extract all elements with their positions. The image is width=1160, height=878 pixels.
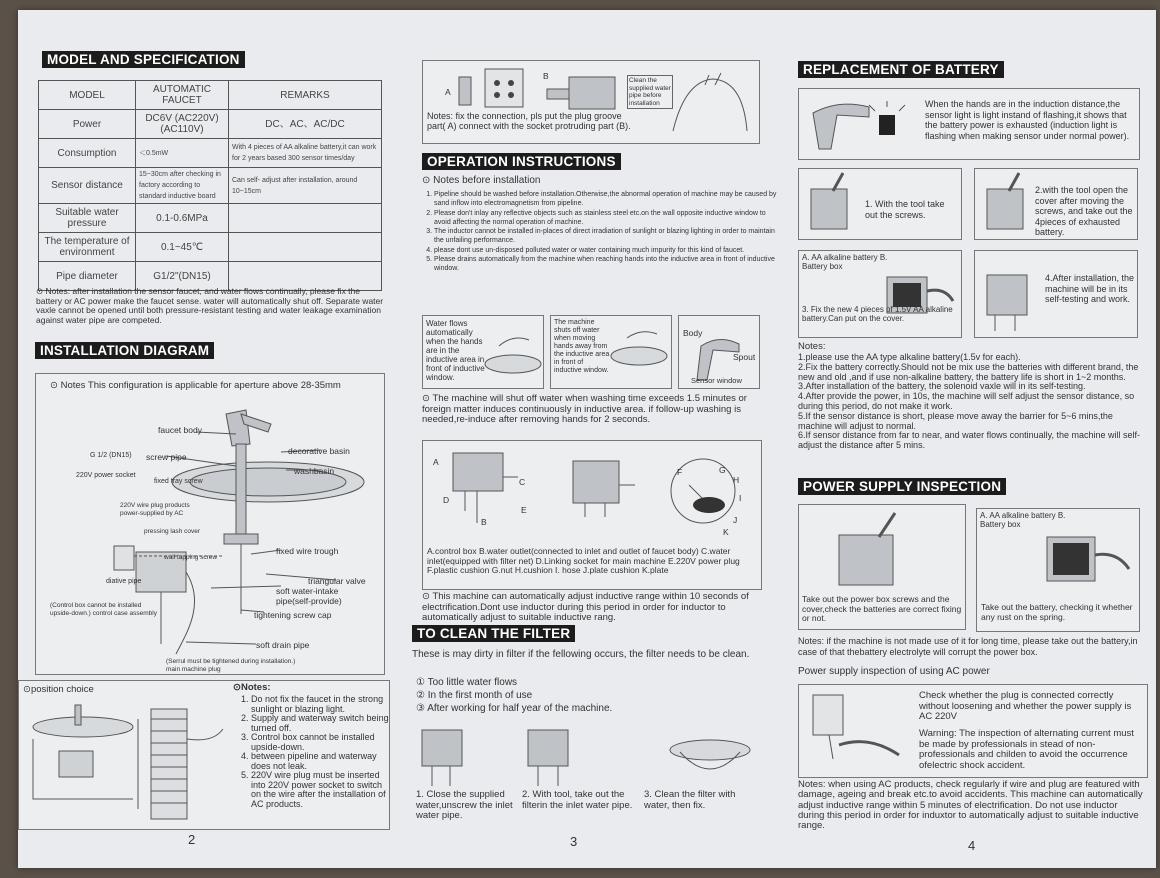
install-title: INSTALLATION DIAGRAM <box>35 342 214 359</box>
parts-legend: A.control box B.water outlet(connected to inlet and outlet of faucet body) C.water inlet(equipped with filter net) D.Linking socket for main machine E.220V power plug F.plastic cushion G.nut H.cushion I. hose J.plate cushion K.plate <box>427 546 740 575</box>
note-circle-icon: ⊙ <box>422 591 433 602</box>
battery-step-3: 3. Fix the new 4 pieces of 1.5V AA alkaline battery.Can put on the cover. <box>802 305 953 323</box>
position-choice-box <box>18 680 390 830</box>
filter-item-3: ③ After working for half year of the machine. <box>416 703 613 714</box>
before-item: 2. Please don't inlay any reflective objects such as stainless steel etc.on the wall opposite inductive window to avoid affecting the normal operation of machine. <box>434 209 782 228</box>
label-diative: diative pipe <box>106 578 142 585</box>
note-circle-icon: ⊙ <box>36 286 46 296</box>
filter-item-2: ② In the first month of use <box>416 690 533 701</box>
notes-title: Notes: <box>798 341 826 352</box>
part-letter-h: H <box>733 475 740 485</box>
self-test-drawing <box>981 255 1041 335</box>
label-b: B <box>543 71 549 81</box>
long-note: Notes: if the machine is not made use of it for long time, please take out the battery,in case of that thebattery electrolyte will corrupt the power box. <box>798 636 1138 657</box>
label-sensor-window: Sensor window <box>691 376 742 385</box>
op-text-1: Water flows automatically when the hands are in the inductive area in front of inductive window. <box>426 319 485 382</box>
page-3 <box>410 10 788 868</box>
spec-row <box>39 204 382 233</box>
page-4 <box>788 10 1156 868</box>
ac-box <box>798 684 1148 778</box>
power-cover-box <box>798 504 966 630</box>
op-box-2 <box>550 315 672 389</box>
battery-step-1: 1. With the tool take out the screws. <box>865 199 945 220</box>
spec-row <box>39 233 382 262</box>
instruction-sheet <box>18 10 1156 868</box>
battery-box-drawing-2 <box>1037 525 1137 595</box>
spec-cell-remark <box>229 233 382 262</box>
battery-step-4: 4.After installation, the machine will be in its self-testing and work. <box>1045 273 1135 304</box>
part-letter-e: E <box>521 505 527 515</box>
spec-cell-value: ＜0.5mW <box>136 139 229 168</box>
part-letter-b: B <box>481 517 487 527</box>
hands-flow-drawing <box>483 324 543 384</box>
page-number-4: 4 <box>968 838 976 853</box>
battery-note: 4.After provide the power, in 10s, the machine will self adjust the sensor distance, so during this period, do not make it work. <box>798 391 1135 411</box>
spec-table <box>38 80 382 291</box>
label-triangular: triangular valve <box>308 576 366 586</box>
battery-note: 5.If the sensor distance is short, please move away the barrier for 5~6 mins,the machine will adjust to normal. <box>798 410 1113 431</box>
spec-cell-value: 0.1-0.6MPa <box>136 204 229 233</box>
spec-cell-value: DC6V (AC220V) (AC110V) <box>136 110 229 139</box>
clean-pipe-label: Clean the supplied water pipe before installation <box>627 75 673 109</box>
label-decorative-basin: decorative basin <box>288 446 350 456</box>
before-title: ⊙ Notes before installation <box>422 175 541 186</box>
note-circle-icon: ⊙ <box>233 682 241 693</box>
part-letter-f: F <box>677 467 683 477</box>
spec-cell-label: Sensor distance <box>39 168 136 204</box>
position-note: 1. Do not fix the faucet in the strong sunlight or blazing light. <box>251 695 389 714</box>
op-text-2: The machine shuts off water when moving hands away from the inductive area in front of inductive window. <box>554 319 610 374</box>
faucet-parts-box <box>678 315 760 389</box>
filter-step-2: 2. With tool, take out the filterin the inlet water pipe. <box>522 789 633 811</box>
battery-step-2: 2.with the tool open the cover after moving the screws, and take out the 4pieces of exhausted battery. <box>1035 185 1133 237</box>
spec-cell-remark: Can self- adjust after installation, around 10~15cm <box>229 168 382 204</box>
spec-cell-label: Suitable water pressure <box>39 204 136 233</box>
battery-note: 1.please use the AA type alkaline battery(1.5v for each). <box>798 352 1021 362</box>
spec-title: MODEL AND SPECIFICATION <box>42 51 245 68</box>
ac-title: Power supply inspection of using AC power <box>798 666 990 677</box>
take-battery: Take out the battery, checking it whether any rust on the spring. <box>981 602 1133 622</box>
battery-step-1-box <box>798 168 962 240</box>
part-letter-c: C <box>519 477 526 487</box>
install-note: ⊙ Notes This configuration is applicable for aperture above 28-35mm <box>50 380 341 391</box>
spec-cell-value: 15~30cm after checking in factory according to standard inductive board <box>136 168 229 204</box>
filter-step-1: 1. Close the supplied water,unscrew the inlet water pipe. <box>416 789 513 821</box>
spec-cell-label: The temperature of environment <box>39 233 136 262</box>
spec-cell-label: MODEL <box>39 81 136 110</box>
position-notes-list <box>239 695 389 809</box>
battery-intro-box <box>798 88 1140 160</box>
battery-title: REPLACEMENT OF BATTERY <box>798 61 1004 78</box>
note-circle-icon: ⊙ <box>422 175 434 186</box>
part-letter-i: I <box>739 493 742 503</box>
before-item: 3. The inductor cannot be installed in-places of direct irradiation of sunlight or blazing lighting in order to maintain the unfailing performance. <box>434 227 782 246</box>
position-note: 3. Control box cannot be installed upside-down. <box>251 733 389 752</box>
note-circle-icon: ⊙ <box>50 380 61 391</box>
label-spout: Spout <box>733 352 756 362</box>
page-number-2: 2 <box>188 832 196 847</box>
power-battery-box <box>976 508 1140 632</box>
spec-cell-remark: REMARKS <box>229 81 382 110</box>
screwdriver-drawing-1 <box>803 169 863 239</box>
battery-intro: When the hands are in the induction distance,the sensor light is light instand of flashing,it shows that the battery power is exhausted (induction light is flashing when making sensor under normal power). <box>925 99 1130 141</box>
position-drawing <box>23 699 233 829</box>
spec-cell-value: 0.1~45℃ <box>136 233 229 262</box>
ac-warning: Warning: The inspection of alternating current must be made by professionals in stead of non-professionals and childen to avoid the occurrence ofelectric shock accident. <box>919 728 1134 771</box>
label-washbasin: washbasin <box>294 466 335 476</box>
battery-step-2-box <box>974 168 1138 240</box>
spec-row <box>39 110 382 139</box>
label-control-box: (Control box cannot be installed upside-down.) control case assembly <box>50 602 157 617</box>
parts-drawing <box>423 441 761 541</box>
note-circle-icon: ⊙ <box>422 393 433 404</box>
filter-intro: These is may dirty in filter if the fellowing occurs, the filter needs to be clean. <box>412 649 750 660</box>
battery-step-3-box <box>798 250 962 338</box>
installation-diagram-box <box>35 373 385 675</box>
spec-cell-value: AUTOMATIC FAUCET <box>136 81 229 110</box>
spec-row <box>39 81 382 110</box>
label-fixed-wire: fixed wire trough <box>276 546 339 556</box>
page-2 <box>18 10 396 868</box>
battery-step-4-box <box>974 250 1138 338</box>
label-soft-drain: soft drain pipe <box>256 640 310 650</box>
position-title: ⊙position choice <box>23 684 94 695</box>
note-circle-icon: ⊙ <box>23 684 31 695</box>
label-soft-intake: soft water-intake pipe(self-provide) <box>276 586 342 606</box>
label-wire-plug: 220V wire plug products power-supplied by AC <box>120 502 190 517</box>
screwdriver-drawing-2 <box>979 169 1039 239</box>
hands-away-drawing <box>607 324 671 384</box>
power-title: POWER SUPPLY INSPECTION <box>798 478 1006 495</box>
shutoff-note: ⊙ The machine will shut off water when washing time exceeds 1.5 minutes or foreign matter induces continuously in inductive area. if follow-up washing is needed,re-induce after removing hands for 2 seconds. <box>422 393 747 425</box>
label-faucet-body: faucet body <box>158 425 202 435</box>
op-box-1 <box>422 315 544 389</box>
notes-list <box>798 353 1144 451</box>
filter-item-1: ① Too little water flows <box>416 677 518 688</box>
spec-cell-remark: With 4 pieces of AA alkaline battery,it can work for 2 years based 300 sensor times/day <box>229 139 382 168</box>
before-item: 1. Pipeline should be washed before installation.Otherwise,the abnormal operation of machine may be caused by sand inflow into electromagnetism from pipeline. <box>434 190 782 209</box>
spec-row <box>39 168 382 204</box>
spec-cell-label: Power <box>39 110 136 139</box>
spec-note: ⊙ Notes: after installation the sensor faucet, and water flows continually, please fix the battery or AC power make the faucet sense. water will automatically shut off. Separate water vaxle cannot be opened until both pressure-resistant testing and water leakage examination against water pipe are competed. <box>36 286 384 325</box>
ab-labels-2: A. AA alkaline battery B. Battery box <box>980 511 1066 529</box>
filter-step-3: 3. Clean the filter with water, then fix. <box>644 789 736 811</box>
installation-drawing <box>36 374 384 674</box>
adjust-note: ⊙ This machine can automatically adjust inductive range within 10 seconds of electrification.Dont use inductor during this period in order for inductor to automatically adjust to suitable inductive rang. <box>422 591 749 623</box>
position-note: 2. Supply and waterway switch being turned off. <box>251 714 389 733</box>
page-number-3: 3 <box>570 834 578 849</box>
plug-drawing <box>799 685 909 775</box>
operation-title: OPERATION INSTRUCTIONS <box>422 153 621 170</box>
battery-note: 3.After installation of the battery, the solenoid vaxle will in its self-testing. <box>798 381 1086 392</box>
ac-check: Check whether the plug is connected correctly without loosening and whether the power supply is AC 220V <box>919 690 1132 722</box>
ac-note: Notes: when using AC products, check regularly if wire and plug are featured with damage, ageing and break etc.to avoid accidents. This machine can automatically adjust inductive range within 5 minutes of electrification. Do not use inductor during this period in order for induxtor to automatically adjust to suitable inductive range. <box>798 779 1143 832</box>
spec-cell-value: G1/2"(DN15) <box>136 262 229 291</box>
connection-box <box>422 60 760 144</box>
label-pressing-lash: pressing lash cover <box>144 528 200 535</box>
part-letter-a: A <box>433 457 439 467</box>
label-a: A <box>445 87 451 97</box>
filter-list <box>416 676 746 715</box>
label-power-socket: 220V power socket <box>76 472 136 479</box>
label-fixed-tray: fixed tray screw <box>154 478 203 485</box>
part-letter-k: K <box>723 527 729 537</box>
before-list <box>422 190 782 274</box>
spec-cell-label: Pipe diameter <box>39 262 136 291</box>
position-note: 5. 220V wire plug must be inserted into 220V power socket to switch on the wire after the installation of AC products. <box>251 771 389 809</box>
label-screw-pipe: screw pipe <box>146 452 187 462</box>
position-notes-title: ⊙Notes: <box>233 682 271 693</box>
ab-labels-1: A. AA alkaline battery B. Battery box <box>802 253 888 271</box>
battery-note: 2.Fix the battery correctly.Should not be mix use the batteries with different brand, the new and old ,and if use non-alkaline battery, the battery life is short in 1~2 months. <box>798 361 1139 382</box>
part-letter-d: D <box>443 495 450 505</box>
spec-cell-remark: DC、AC、AC/DC <box>229 110 382 139</box>
spec-row <box>39 139 382 168</box>
label-body: Body <box>683 328 703 338</box>
part-letter-j: J <box>733 515 738 525</box>
connection-note: Notes: fix the connection, pls put the plug groove part( A) connect with the socket protruding part (B). <box>427 111 631 131</box>
before-item: 5. Please drains automatically from the machine when reaching hands into the inductive area in front of inductive window. <box>434 255 782 274</box>
battery-note: 6.If sensor distance from far to near, and water flows continually, the machine will self-adjust the distance after 5 mins. <box>798 430 1140 451</box>
label-g-dn15: G 1/2 (DN15) <box>90 452 132 459</box>
label-tightening: tightening screw cap <box>254 610 332 620</box>
filter-drawing <box>412 720 762 790</box>
spec-cell-label: Consumption <box>39 139 136 168</box>
label-wall-tray: wall tapping screw <box>164 554 218 561</box>
position-note: 4. between pipeline and waterway does not leak. <box>251 752 389 771</box>
parts-box <box>422 440 762 590</box>
power-box-drawing <box>799 505 965 595</box>
label-serrule: (Serrul must be tightened during installation.) main machine plug <box>166 658 296 673</box>
spec-cell-remark <box>229 204 382 233</box>
take-cover: Take out the power box screws and the cover,check the batteries are correct fixing or not. <box>802 594 962 623</box>
before-item: 4. please dont use un-disposed polluted water or water containing much impurity for this kind of faucet. <box>434 246 782 255</box>
part-letter-g: G <box>719 465 726 475</box>
filter-title: TO CLEAN THE FILTER <box>412 625 575 642</box>
flashing-faucet-drawing <box>799 89 919 159</box>
